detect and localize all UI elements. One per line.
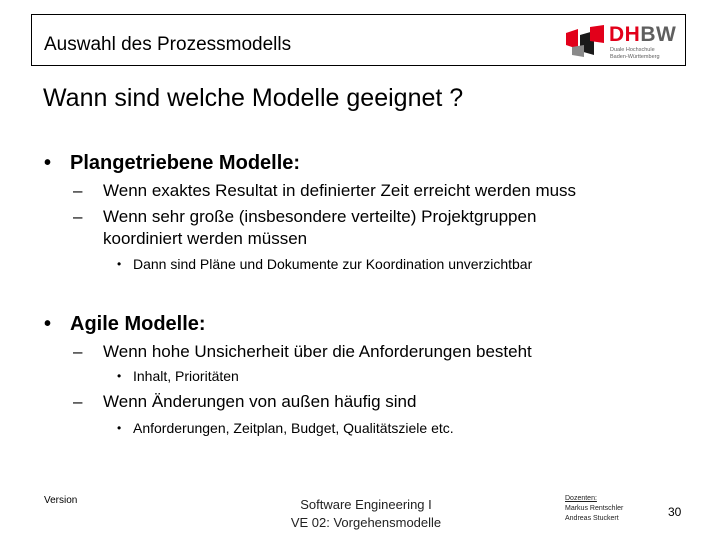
slide-header-title: Auswahl des Prozessmodells [44, 34, 292, 55]
footer-lecturers-label: Dozenten: [565, 495, 597, 502]
sub-list-item-text: Dann sind Pläne und Dokumente zur Koordination unverzichtbar [133, 256, 533, 272]
list-item-text: Wenn Änderungen von außen häufig sind [103, 392, 417, 411]
bullet-icon: • [44, 313, 52, 335]
logo-subline-1: Duale Hochschule [610, 47, 655, 53]
section-heading-text: Plangetriebene Modelle: [70, 152, 301, 174]
sub-list-item [117, 255, 533, 273]
sub-list-item-text: Anforderungen, Zeitplan, Budget, Qualitätsziele etc. [133, 420, 454, 436]
list-item-text-continued: koordiniert werden müssen [103, 229, 308, 248]
list-item [73, 341, 532, 363]
dash-icon: – [73, 342, 83, 361]
sub-list-item [117, 419, 454, 437]
logo-subline-2: Baden-Württemberg [610, 54, 660, 60]
small-bullet-icon: • [117, 257, 122, 271]
page-number: 30 [668, 505, 682, 519]
list-item [73, 391, 417, 413]
footer-course-line-2: VE 02: Vorgehensmodelle [290, 515, 442, 530]
footer-course [260, 496, 472, 532]
list-item [73, 180, 577, 202]
list-item-text: Wenn sehr große (insbesondere verteilte) Projektgruppen [103, 207, 537, 226]
sub-list-item-text: Inhalt, Prioritäten [133, 368, 239, 384]
list-item [73, 206, 537, 250]
footer-lecturer-2: Andreas Stuckert [565, 515, 619, 522]
dhbw-logo-mark-icon [564, 25, 606, 59]
header-box [31, 14, 686, 66]
dhbw-logo [564, 21, 680, 63]
logo-text-red: DH [609, 23, 641, 46]
small-bullet-icon: • [117, 421, 122, 435]
slide-subtitle: Wann sind welche Modelle geeignet ? [43, 84, 464, 112]
section-heading-agil [44, 312, 206, 336]
dash-icon: – [73, 207, 83, 226]
bullet-icon: • [44, 152, 52, 174]
small-bullet-icon: • [117, 369, 122, 383]
dash-icon: – [73, 392, 83, 411]
footer-version: Version [44, 495, 78, 506]
dash-icon: – [73, 181, 83, 200]
section-heading-text: Agile Modelle: [70, 313, 206, 335]
dhbw-logo-wordmark [609, 23, 676, 47]
footer-lecturer-1: Markus Rentschler [565, 505, 624, 512]
list-item-text: Wenn exaktes Resultat in definierter Zeit erreicht werden muss [103, 181, 577, 200]
footer-course-line-1: Software Engineering I [300, 497, 432, 512]
list-item-text: Wenn hohe Unsicherheit über die Anforderungen besteht [103, 342, 532, 361]
logo-text-gray: BW [640, 23, 677, 46]
section-heading-plangetrieben [44, 151, 301, 175]
sub-list-item [117, 367, 239, 385]
footer-lecturers [565, 494, 623, 524]
